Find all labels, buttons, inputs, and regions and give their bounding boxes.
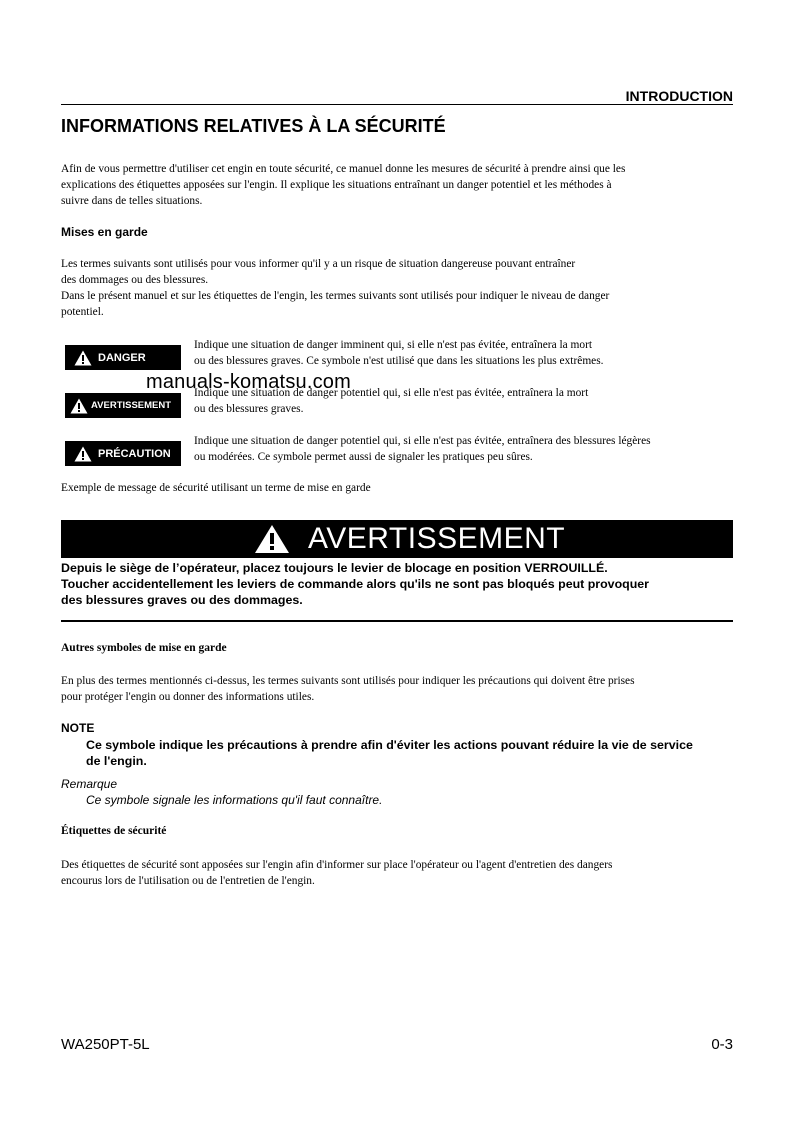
remarque-label: Remarque [61,777,118,791]
example-caption: Exemple de message de sécurité utilisant un terme de mise en garde [61,482,371,494]
etiquettes-line-1: Des étiquettes de sécurité sont apposées sur l'engin afin d'informer sur place l'opérateur ou l'agent d'entretien des dangers [61,859,613,871]
danger-description-line-2: ou des blessures graves. Ce symbole n'est utilisé que dans les situations les plus extrêmes. [194,355,604,367]
note-text-line-2: de l'engin. [86,754,147,768]
warning-triangle-icon [74,350,92,366]
intro-line-1: Afin de vous permettre d'utiliser cet engin en toute sécurité, ce manuel donne les mesures de sécurité à prendre ainsi que les [61,163,626,175]
intro-line-3: suivre dans de telles situations. [61,195,203,207]
note-label: NOTE [61,721,95,735]
page-title: INFORMATIONS RELATIVES À LA SÉCURITÉ [61,116,446,136]
precaution-description-line-1: Indique une situation de danger potentiel qui, si elle n'est pas évitée, entraînera des blessures légères [194,435,651,447]
mises-en-garde-line-3: Dans le présent manuel et sur les étiquettes de l'engin, les termes suivants sont utilisés pour indiquer le niveau de danger [61,290,610,302]
avertissement-description-line-1: Indique une situation de danger potentiel qui, si elle n'est pas évitée, entraînera la mort [194,387,589,399]
watermark: manuals-komatsu.com [146,371,351,393]
mises-en-garde-line-4: potentiel. [61,306,104,318]
danger-description-line-1: Indique une situation de danger imminent qui, si elle n'est pas évitée, entraînera la mort [194,339,593,351]
intro-line-2: explications des étiquettes apposées sur l'engin. Il explique les situations entraînant un danger potentiel et les méthodes à [61,179,612,191]
danger-badge-label: DANGER [98,351,146,364]
warning-triangle-icon [74,446,92,462]
danger-badge [65,345,181,370]
mises-en-garde-paragraph [61,256,733,320]
avertissement-description-line-2: ou des blessures graves. [194,403,304,415]
section-label: INTRODUCTION [625,88,733,104]
header-rule [61,104,733,105]
avertissement-bottom-rule [61,620,733,622]
precaution-description [194,433,734,465]
footer-page-number: 0-3 [711,1036,733,1053]
avertissement-banner [61,520,733,558]
mises-en-garde-line-2: des dommages ou des blessures. [61,274,209,286]
mises-en-garde-line-1: Les termes suivants sont utilisés pour vous informer qu'il y a un risque de situation dangereuse pouvant entraîner [61,258,576,270]
intro-paragraph [61,161,733,209]
autres-symboles-paragraph [61,673,733,705]
avertissement-badge [65,393,181,418]
avertissement-message [61,560,733,608]
warning-triangle-icon [70,398,88,414]
precaution-badge [65,441,181,466]
etiquettes-paragraph [61,857,733,889]
avertissement-banner-title: AVERTISSEMENT [308,522,566,555]
precaution-description-line-2: ou modérées. Ce symbole permet aussi de signaler les pratiques peu sûres. [194,451,533,463]
avertissement-message-line-2: Toucher accidentellement les leviers de commande alors qu'ils ne sont pas bloqués peut provoquer [61,577,649,591]
footer-model: WA250PT-5L [61,1036,150,1053]
autres-symboles-heading: Autres symboles de mise en garde [61,642,227,654]
avertissement-message-line-1: Depuis le siège de l’opérateur, placez toujours le levier de blocage en position VERROUILLÉ. [61,561,608,575]
danger-description [194,337,734,369]
avertissement-badge-label: AVERTISSEMENT [91,400,172,411]
remarque-text: Ce symbole signale les informations qu'il faut connaître. [86,793,383,807]
precaution-badge-label: PRÉCAUTION [98,447,171,460]
autres-symboles-line-2: pour protéger l'engin ou donner des informations utiles. [61,691,315,703]
note-text-line-1: Ce symbole indique les précautions à prendre afin d'éviter les actions pouvant réduire la vie de service [86,738,693,752]
etiquettes-heading: Étiquettes de sécurité [61,825,167,837]
etiquettes-line-2: encourus lors de l'utilisation ou de l'entretien de l'engin. [61,875,315,887]
autres-symboles-line-1: En plus des termes mentionnés ci-dessus, les termes suivants sont utilisés pour indiquer les précautions qui doivent être prises [61,675,635,687]
mises-en-garde-heading: Mises en garde [61,225,148,239]
note-text [86,737,734,769]
warning-triangle-icon [254,524,290,554]
avertissement-message-line-3: des blessures graves ou des dommages. [61,593,303,607]
